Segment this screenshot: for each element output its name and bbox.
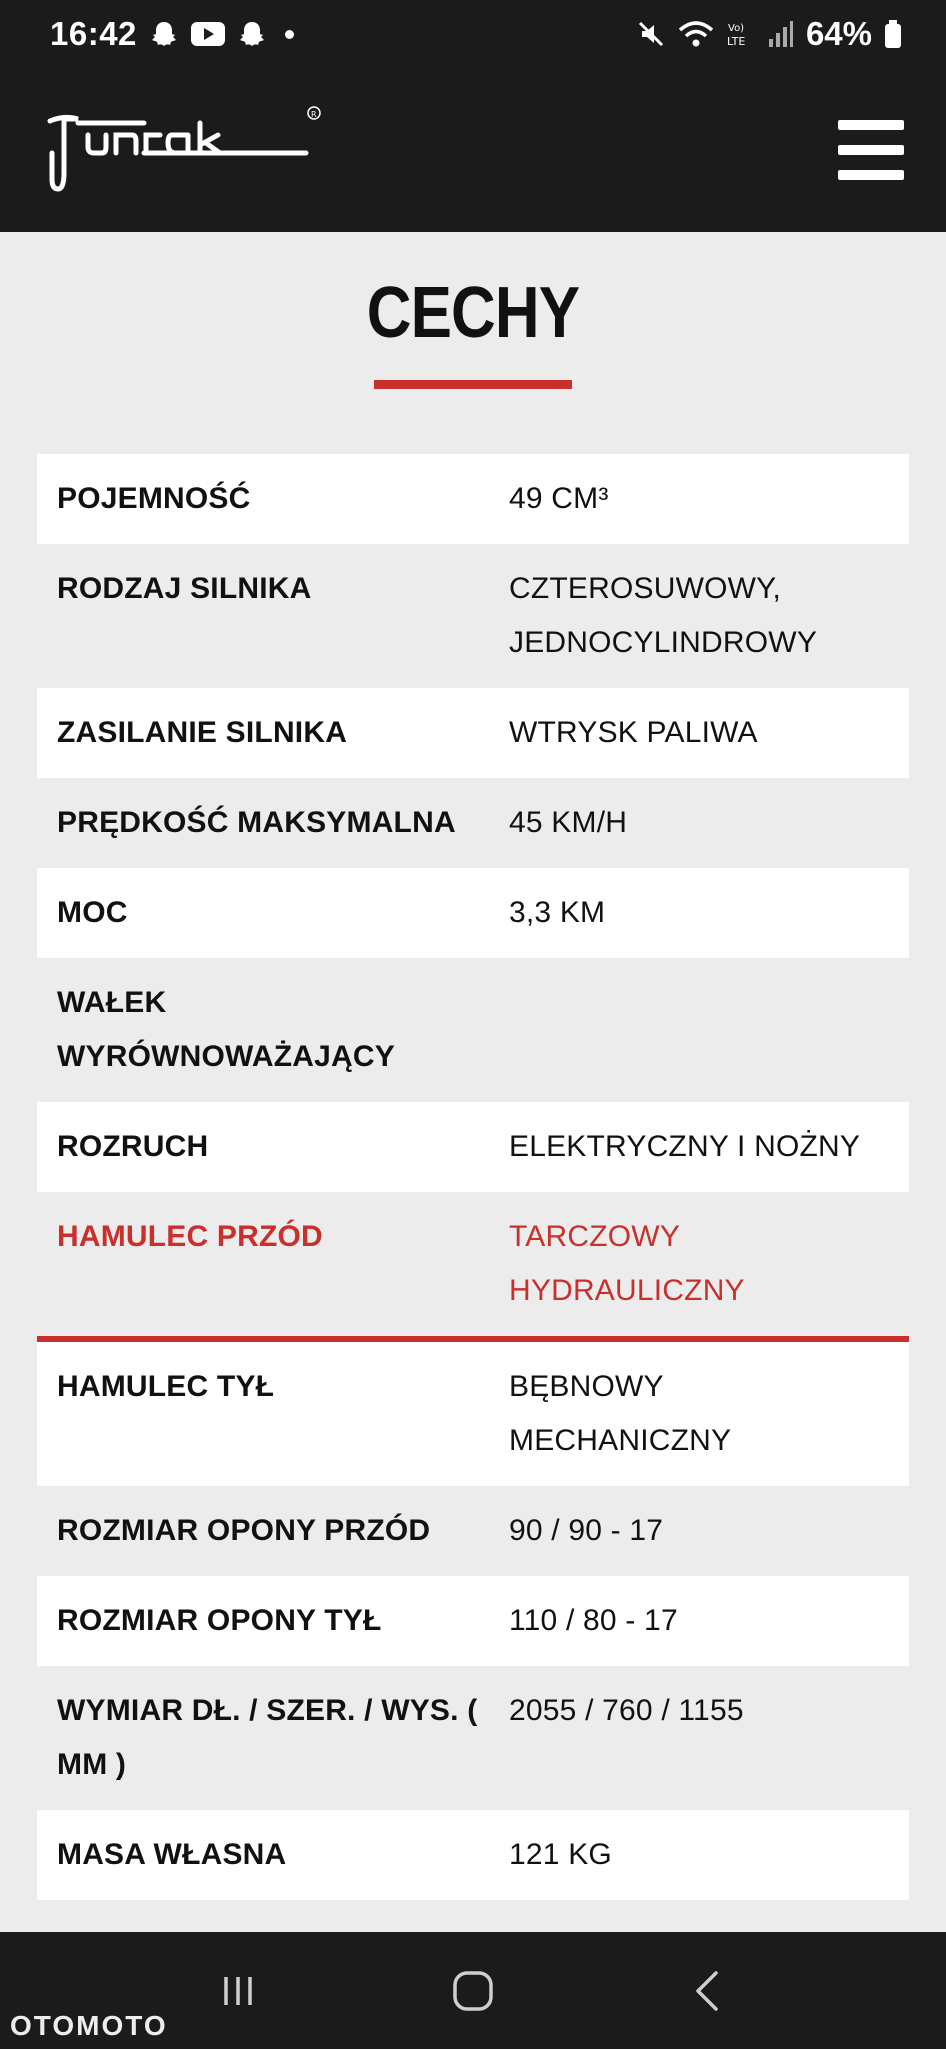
brand-logo[interactable] [44,93,324,208]
table-row [37,1486,909,1576]
wifi-icon [678,19,714,49]
page-title: CECHY [366,273,580,353]
spec-label: POJEMNOŚĆ [57,482,251,515]
table-row [37,1576,909,1666]
spec-value: CZTEROSUWOWY, JEDNOCYLINDROWY [509,572,818,659]
table-row [37,958,909,1102]
battery-icon [884,19,902,49]
spec-label: PRĘDKOŚĆ MAKSYMALNA [57,806,456,839]
main-content [0,232,946,1932]
site-header [0,68,946,232]
spec-value [509,976,889,1084]
mute-icon [636,19,666,49]
table-row-highlighted[interactable] [37,1192,909,1342]
svg-text:R: R [311,109,317,119]
recent-apps-icon [218,1971,258,2011]
spec-value: BĘBNOWY MECHANICZNY [509,1370,732,1457]
home-icon [451,1969,495,2013]
signal-icon [768,19,794,49]
status-time: 16:42 [50,15,137,52]
spec-label: WAŁEK WYRÓWNOWAŻAJĄCY [57,986,395,1073]
youtube-icon [191,21,225,47]
status-left [50,15,294,53]
spec-label: HAMULEC TYŁ [57,1370,275,1403]
table-row [37,778,909,868]
spec-table [37,454,909,1900]
spec-value: 110 / 80 - 17 [509,1604,678,1637]
spec-label: ROZMIAR OPONY TYŁ [57,1604,382,1637]
recent-apps-button[interactable] [198,1951,278,2031]
spec-label: HAMULEC PRZÓD [57,1220,323,1253]
menu-button[interactable] [838,120,904,180]
spec-value: 2055 / 760 / 1155 [509,1694,744,1727]
table-row [37,454,909,544]
notification-dot-icon [285,30,294,39]
spec-label: RODZAJ SILNIKA [57,572,312,605]
table-row [37,1666,909,1810]
spec-label: ZASILANIE SILNIKA [57,716,348,749]
table-row [37,688,909,778]
spec-value: 45 KM/H [509,806,628,839]
spec-value: 121 KG [509,1838,612,1871]
spec-value: 90 / 90 - 17 [509,1514,664,1547]
spec-value: 49 CM³ [509,482,609,515]
spec-label: ROZRUCH [57,1130,209,1163]
table-row [37,1810,909,1900]
back-button[interactable] [668,1951,748,2031]
battery-percent: 64% [805,15,872,52]
spec-value: WTRYSK PALIWA [509,716,758,749]
spec-value: TARCZOWY HYDRAULICZNY [509,1220,745,1307]
back-icon [688,1969,728,2013]
status-bar [0,0,946,68]
junak-logo-icon [44,93,324,203]
spec-label: ROZMIAR OPONY PRZÓD [57,1514,431,1547]
hamburger-icon [838,120,904,130]
snapchat-icon [149,19,179,49]
table-row [37,1342,909,1486]
spec-value: ELEKTRYCZNY I NOŻNY [509,1130,861,1163]
watermark: OTOMOTO [10,2010,168,2041]
spec-label: MASA WŁASNA [57,1838,287,1871]
hamburger-icon [838,170,904,180]
title-underline [374,380,572,389]
volte-icon [726,19,756,49]
svg-text:Vo): Vo) [727,23,745,34]
table-row [37,1102,909,1192]
home-button[interactable] [433,1951,513,2031]
spec-value: 3,3 KM [509,896,606,929]
hamburger-icon [838,145,904,155]
spec-label: WYMIAR DŁ. / SZER. / WYS. ( MM ) [57,1694,478,1781]
status-right [636,15,902,53]
spec-label: MOC [57,896,128,929]
table-row [37,868,909,958]
svg-text:LTE: LTE [726,35,746,48]
table-row [37,544,909,688]
snapchat-icon [237,19,267,49]
